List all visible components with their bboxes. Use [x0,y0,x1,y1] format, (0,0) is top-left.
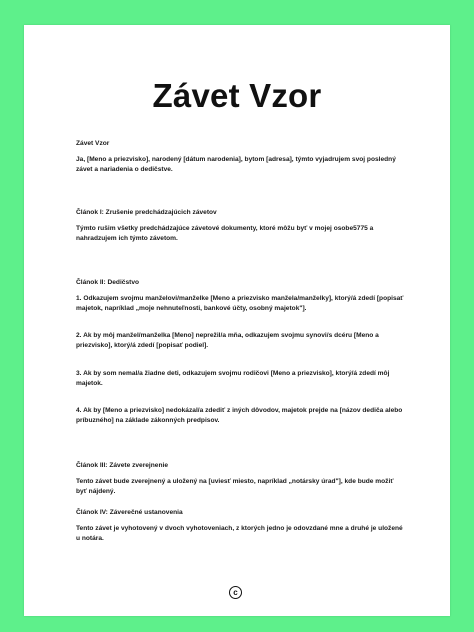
section-heading: Závet Vzor [76,140,110,147]
document-page [24,25,450,616]
article4-body: Tento závet je vyhotovený v dvoch vyhotoveniach, z ktorých jedno je odovzdané mne a druhé je uložené u notára. [76,525,403,543]
article1-title: Článok I: Zrušenie predchádzajúcich závetov [76,209,217,216]
article1-body: Týmto rušim všetky predchádzajúce závetové dokumenty, ktoré môžu byť v mojej osobe5775 a nahradzujem ich týmto závetom. [76,225,374,243]
article2-paragraph-4: 4. Ak by [Meno a priezvisko] nedokázal/a zdediť z iných dôvodov, majetok prejde na [názov dediča alebo príbuzného] na základe zákonných predpisov. [76,407,403,425]
article3-body: Tento závet bude zverejnený a uložený na [uviesť miesto, napríklad „notársky úrad"], kde bude možiť byť nájdený. [76,478,394,496]
copyright-icon: c [229,586,242,599]
article2-title: Článok II: Dedičstvo [76,279,140,286]
article2-paragraph-1: 1. Odkazujem svojmu manželovi/manželke [Meno a priezvisko manžela/manželky], ktorý/á zdedí [popisať majetok, napríklad „moje nehnuteľnosti, bankové účty, osobný majetok"]. [76,295,404,313]
article2-paragraph-2: 2. Ak by môj manžel/manželka [Meno] neprežil/a mňa, odkazujem svojmu synovi/s dcéru [Meno a priezvisko], ktorý/á zdedí [popisať podiel]. [76,332,379,350]
article4-title: Článok IV: Záverečné ustanovenia [76,509,183,516]
article3-title: Článok III: Závete zverejnenie [76,462,168,469]
intro-paragraph: Ja, [Meno a priezvisko], narodený [dátum narodenia], bytom [adresa], týmto vyjadrujem svoj posledný závet a nariadenia o dedičstve. [76,156,396,174]
document-title: Závet Vzor [152,77,322,114]
article2-paragraph-3: 3. Ak by som nemal/a žiadne deti, odkazujem svojmu rodičovi [Meno a priezvisko], ktorý/á zdedí môj majetok. [76,370,390,388]
